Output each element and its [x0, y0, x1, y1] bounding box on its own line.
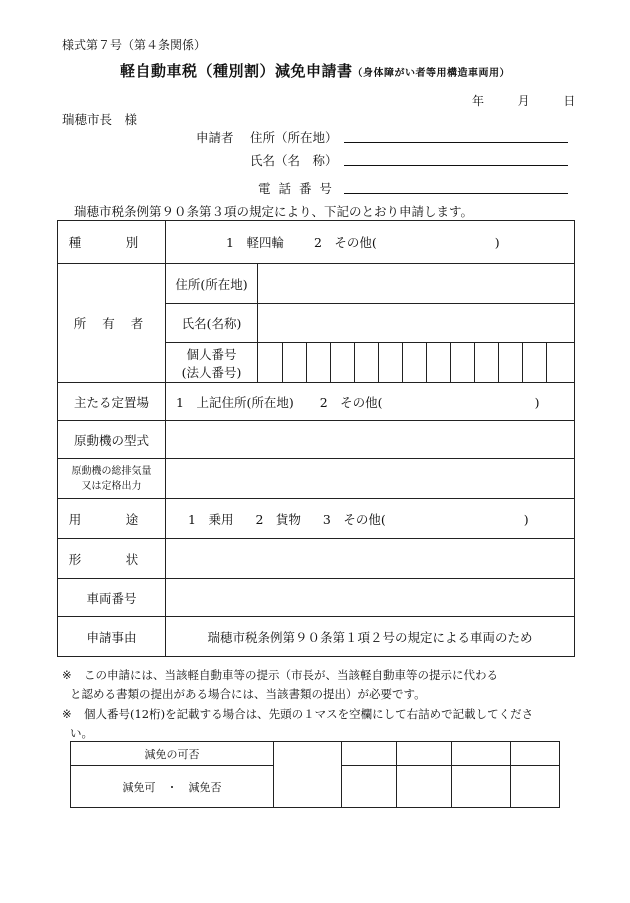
owner-id-digit[interactable]: [283, 343, 307, 383]
owner-id-digit[interactable]: [547, 343, 575, 383]
owner-id-digit[interactable]: [307, 343, 331, 383]
owner-id-digit[interactable]: [475, 343, 499, 383]
storage-opt-other[interactable]: 2 その他(: [319, 394, 383, 410]
stamp-row-header: [71, 742, 560, 766]
use-opt-other[interactable]: 3 その他(: [322, 511, 386, 527]
application-table: [57, 220, 575, 657]
note-1: [62, 666, 498, 704]
owner-label-cell: [58, 264, 166, 383]
form-number: 様式第７号（第４条関係）: [62, 38, 207, 52]
owner-name-field[interactable]: [258, 304, 575, 343]
note-2: [62, 705, 533, 743]
title-subtitle: （身体障がい者等用構造車両用）: [352, 68, 510, 79]
vehicle-number-label: 車両番号: [58, 579, 166, 617]
row-owner-address: [58, 264, 575, 304]
use-opt-passenger[interactable]: 1 乗用: [188, 511, 234, 527]
shape-label-cell: [58, 539, 166, 579]
stamp-box-4[interactable]: [452, 766, 511, 808]
engine-disp-label-line1: 原動機の総排気量: [71, 465, 152, 477]
applicant-label: 申請者: [196, 130, 234, 145]
type-opt-other[interactable]: 2 その他(: [313, 235, 377, 250]
owner-address-label: 住所(所在地): [166, 264, 258, 304]
owner-id-digit[interactable]: [355, 343, 379, 383]
stamp-box-2[interactable]: [342, 766, 397, 808]
applicant-address-line[interactable]: [344, 142, 568, 143]
storage-options[interactable]: [166, 383, 575, 421]
approval-options[interactable]: 減免可 ・ 減免否: [71, 766, 274, 808]
addressee: 瑞穂市長 様: [62, 112, 138, 127]
note-2-line1: 個人番号(12桁)を記載する場合は、先頭の１マスを空欄にして右詰めで記載してくださ: [84, 707, 534, 721]
stamp-box-1[interactable]: [274, 742, 342, 808]
note-2-line2: い。: [70, 726, 93, 740]
stamp-box-3[interactable]: [397, 766, 452, 808]
type-opt-light4[interactable]: 1 軽四輪: [226, 235, 284, 250]
row-use: [58, 499, 575, 539]
owner-id-label-line2: (法人番号): [181, 364, 242, 380]
type-opt-close: ): [494, 235, 500, 250]
applicant-phone-label: 電 話 番 号: [258, 181, 334, 196]
owner-id-digit[interactable]: [427, 343, 451, 383]
approval-stamp-table: [70, 741, 560, 808]
row-type: [58, 221, 575, 264]
storage-opt-above[interactable]: 1 上記住所(所在地): [176, 394, 294, 410]
engine-model-label: 原動機の型式: [58, 421, 166, 459]
page-title: [0, 60, 630, 81]
use-opt-cargo[interactable]: 2 貨物: [255, 511, 301, 527]
note-1-line1: この申請には、当該軽自動車等の提示（市長が、当該軽自動車等の提示に代わる: [84, 668, 498, 682]
owner-name-label: 氏名(名称): [166, 304, 258, 343]
stamp-box-3-top: [397, 742, 452, 766]
type-label-cell: [58, 221, 166, 264]
owner-id-digit[interactable]: [379, 343, 403, 383]
engine-model-field[interactable]: [166, 421, 575, 459]
shape-label: 形 状: [68, 551, 155, 567]
storage-opt-close: ): [534, 394, 540, 410]
date-row: [472, 92, 575, 109]
note-1-mark: ※: [62, 668, 72, 682]
owner-id-label-cell: [166, 343, 258, 383]
title-main: 軽自動車税（種別割）減免申請書: [119, 62, 353, 80]
row-reason: [58, 617, 575, 657]
use-options[interactable]: [166, 499, 575, 539]
use-opt-close: ): [523, 511, 529, 527]
approval-label: 減免の可否: [71, 742, 274, 766]
stamp-box-5[interactable]: [511, 766, 560, 808]
applicant-name-line[interactable]: [344, 165, 568, 166]
row-engine-displacement: [58, 459, 575, 499]
note-2-mark: ※: [62, 707, 72, 721]
date-month: 月: [517, 94, 530, 108]
note-1-line2: と認める書類の提出がある場合には、当該書類の提出）が必要です。: [70, 687, 426, 701]
row-shape: [58, 539, 575, 579]
use-label-cell: [58, 499, 166, 539]
intro-text: 瑞穂市税条例第９０条第３項の規定により、下記のとおり申請します。: [74, 204, 474, 219]
owner-address-field[interactable]: [258, 264, 575, 304]
engine-disp-field[interactable]: [166, 459, 575, 499]
engine-disp-label-line2: 又は定格出力: [81, 480, 142, 492]
reason-label: 申請事由: [58, 617, 166, 657]
applicant-address-label: 住所（所在地）: [250, 130, 338, 145]
type-options[interactable]: [166, 221, 575, 264]
vehicle-number-field[interactable]: [166, 579, 575, 617]
applicant-name-label: 氏名（名 称）: [250, 153, 338, 168]
shape-field[interactable]: [166, 539, 575, 579]
stamp-box-4-top: [452, 742, 511, 766]
date-year: 年: [472, 94, 485, 108]
owner-id-digit[interactable]: [258, 343, 283, 383]
owner-label: 所 有 者: [73, 316, 150, 331]
owner-id-digit[interactable]: [451, 343, 475, 383]
owner-id-digit[interactable]: [403, 343, 427, 383]
stamp-box-5-top: [511, 742, 560, 766]
stamp-box-2-top: [342, 742, 397, 766]
storage-label: 主たる定置場: [58, 383, 166, 421]
owner-id-digit[interactable]: [499, 343, 523, 383]
row-engine-model: [58, 421, 575, 459]
row-vehicle-number: [58, 579, 575, 617]
owner-id-digit[interactable]: [331, 343, 355, 383]
use-label: 用 途: [68, 511, 155, 527]
date-day: 日: [563, 94, 576, 108]
type-label: 種 別: [68, 235, 155, 250]
engine-disp-label-cell: [58, 459, 166, 499]
applicant-phone-line[interactable]: [344, 193, 568, 194]
owner-id-label-line1: 個人番号: [186, 346, 237, 362]
reason-value: 瑞穂市税条例第９０条第１項２号の規定による車両のため: [166, 617, 575, 657]
row-storage: [58, 383, 575, 421]
owner-id-digit[interactable]: [523, 343, 547, 383]
